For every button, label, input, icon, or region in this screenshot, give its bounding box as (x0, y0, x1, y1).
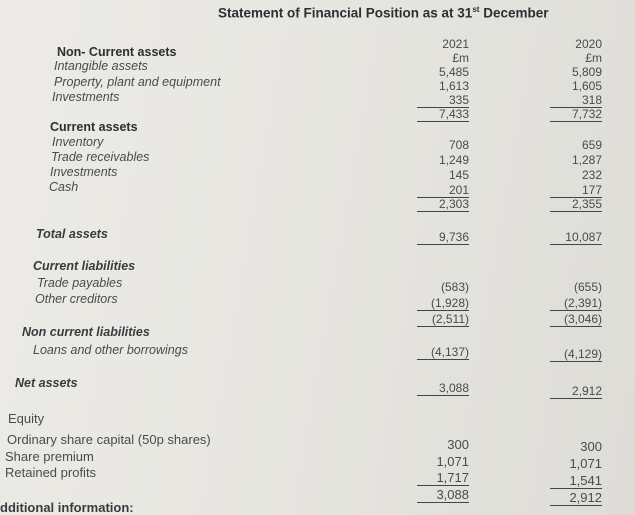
total-assets-label: Total assets (36, 227, 108, 241)
row-label: Other creditors (35, 292, 118, 306)
row-label: Ordinary share capital (50p shares) (7, 432, 211, 447)
subtotal-cell: 7,433 (417, 107, 469, 122)
value-cell: 300 (447, 437, 469, 452)
subtotal-cell: 2,303 (417, 197, 469, 212)
subtotal-cell: 2,912 (550, 490, 602, 506)
value-cell: 177 (550, 183, 602, 198)
value-cell: 708 (448, 138, 469, 152)
unit-label-2020: £m (585, 51, 602, 65)
subtotal-cell: 2,355 (550, 197, 602, 212)
statement-title: Statement of Financial Position as at 31st December (218, 5, 549, 21)
subtotal-cell: 3,088 (417, 487, 469, 503)
value-cell: (583) (440, 280, 469, 294)
non-current-liabilities-heading: Non current liabilities (22, 325, 150, 339)
value-cell: (655) (573, 280, 602, 294)
value-cell: 318 (550, 93, 602, 108)
net-assets-2020: 2,912 (550, 384, 602, 399)
row-label: Share premium (5, 449, 94, 464)
row-label: Inventory (52, 135, 104, 149)
value-cell: (1,928) (417, 296, 469, 311)
subtotal-cell: (2,511) (417, 312, 469, 327)
row-label: Investments (52, 90, 120, 104)
net-assets-label: Net assets (15, 376, 78, 390)
value-cell: 201 (417, 183, 469, 198)
value-cell: 659 (581, 138, 602, 152)
row-label: Loans and other borrowings (33, 343, 188, 357)
value-cell: 1,287 (571, 153, 602, 167)
value-cell: (2,391) (550, 296, 602, 311)
equity-heading: Equity (8, 411, 45, 426)
value-cell: 1,605 (571, 79, 602, 93)
current-liabilities-heading: Current liabilities (33, 259, 136, 273)
value-cell: 145 (448, 168, 469, 182)
additional-information-heading: dditional information: (0, 500, 134, 515)
value-cell: 5,809 (571, 65, 602, 79)
total-assets-2020: 10,087 (550, 230, 602, 245)
value-cell: 1,541 (550, 473, 602, 489)
value-cell: 5,485 (438, 65, 469, 79)
value-cell: 1,071 (569, 456, 602, 471)
unit-label-2021: £m (452, 51, 469, 65)
net-assets-2021: 3,088 (417, 381, 469, 396)
row-label: Trade receivables (51, 150, 150, 164)
non-current-assets-heading: Non- Current assets (57, 45, 177, 59)
value-cell: 1,717 (417, 470, 469, 486)
value-cell: 335 (417, 93, 469, 108)
value-cell: 300 (580, 439, 602, 454)
year-header-2021: 2021 (442, 37, 469, 51)
value-cell: (4,129) (550, 347, 602, 362)
current-assets-heading: Current assets (50, 120, 138, 134)
row-label: Retained profits (5, 465, 97, 480)
row-label: Investments (50, 165, 118, 179)
total-assets-2021: 9,736 (417, 230, 469, 245)
value-cell: 1,249 (438, 153, 469, 167)
subtotal-cell: (3,046) (550, 312, 602, 327)
value-cell: 1,071 (436, 454, 469, 469)
row-label: Property, plant and equipment (54, 75, 221, 89)
value-cell: (4,137) (417, 345, 469, 360)
value-cell: 232 (581, 168, 602, 182)
row-label: Cash (49, 180, 79, 194)
year-header-2020: 2020 (575, 37, 602, 51)
subtotal-cell: 7,732 (550, 107, 602, 122)
row-label: Trade payables (37, 276, 123, 290)
value-cell: 1,613 (438, 79, 469, 93)
row-label: Intangible assets (54, 59, 148, 73)
